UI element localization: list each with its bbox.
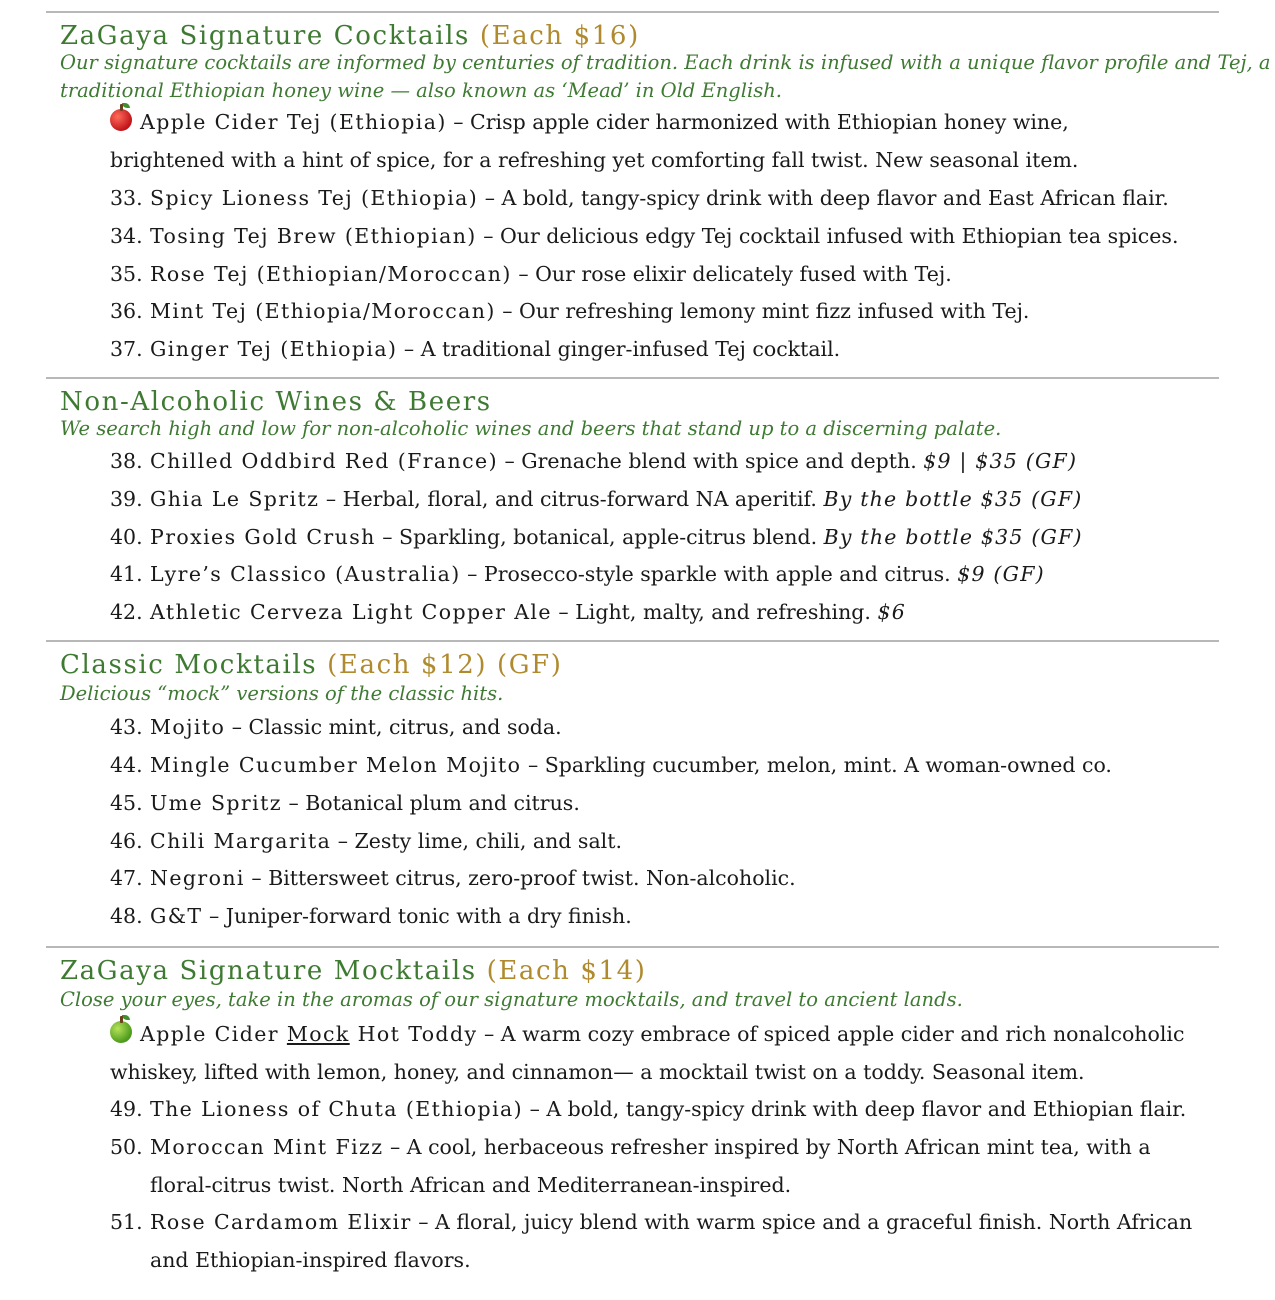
section-title: Classic Mocktails (Each $12) (GF) (60, 650, 563, 680)
menu-item: 51. Rose Cardamom Elixir – A floral, juicy blend with warm spice and a graceful finish. North African (110, 1210, 1193, 1234)
section-title: ZaGaya Signature Mocktails (Each $14) (60, 956, 647, 986)
section-price: (Each $12) (GF) (327, 650, 563, 680)
seasonal-item-continued: whiskey, lifted with lemon, honey, and cinnamon— a mocktail twist on a toddy. Seasonal item. (110, 1060, 1085, 1084)
seasonal-item (110, 1015, 1184, 1053)
menu-item: 36. Mint Tej (Ethiopia/Moroccan) – Our refreshing lemony mint fizz infused with Tej. (110, 299, 1030, 323)
menu-item: 41. Lyre’s Classico (Australia) – Prosecco-style sparkle with apple and citrus. $9 (GF) (110, 562, 1045, 586)
section-subtitle: Delicious “mock” versions of the classic hits. (60, 682, 504, 705)
item-desc: – Crisp apple cider harmonized with Ethiopian honey wine, (446, 110, 1069, 134)
section-subtitle: We search high and low for non-alcoholic wines and beers that stand up to a discerning palate. (60, 417, 1002, 440)
section-signature-cocktails (46, 11, 1271, 361)
section-price: (Each $14) (486, 956, 647, 986)
section-classic-mocktails (46, 640, 1219, 928)
menu-item: 43. Mojito – Classic mint, citrus, and soda. (110, 715, 562, 739)
menu-item: 48. G&T – Juniper-forward tonic with a dry finish. (110, 904, 632, 928)
item-price: $9 (GF) (957, 562, 1045, 586)
menu-item: 42. Athletic Cerveza Light Copper Ale – Light, malty, and refreshing. $6 (110, 600, 906, 624)
seasonal-item-continued: brightened with a hint of spice, for a refreshing yet comforting fall twist. New seasonal item. (110, 148, 1079, 172)
menu-item: 34. Tosing Tej Brew (Ethiopian) – Our delicious edgy Tej cocktail infused with Ethiopian tea spices. (110, 224, 1179, 248)
section-subtitle: Our signature cocktails are informed by centuries of tradition. Each drink is infused with a unique flavor profile and Tej, a traditional Ethiopian honey wine — also known as ‘Mead’ in Old English. (60, 51, 1271, 102)
section-non-alcoholic (46, 377, 1219, 624)
section-price: (Each $16) (479, 21, 640, 51)
seasonal-tag: New seasonal item. (875, 148, 1079, 172)
seasonal-tag: Seasonal item. (931, 1060, 1085, 1084)
item-price: By the bottle $35 (GF) (823, 487, 1083, 511)
green-apple-icon (110, 1021, 132, 1043)
menu-item: 38. Chilled Oddbird Red (France) – Grenache blend with spice and depth. $9 | $35 (GF) (110, 449, 1078, 473)
menu-item: 35. Rose Tej (Ethiopian/Moroccan) – Our rose elixir delicately fused with Tej. (110, 262, 952, 286)
menu-item: 44. Mingle Cucumber Melon Mojito – Sparkling cucumber, melon, mint. A woman-owned co. (110, 753, 1112, 777)
menu-item: 46. Chili Margarita – Zesty lime, chili, and salt. (110, 829, 622, 853)
item-price: $6 (877, 600, 906, 624)
menu-item: 45. Ume Spritz – Botanical plum and citrus. (110, 791, 580, 815)
menu-item-continued: and Ethiopian-inspired flavors. (150, 1248, 471, 1272)
seasonal-item (110, 103, 1069, 141)
item-price: $9 | $35 (GF) (923, 449, 1078, 473)
item-name: Apple Cider Tej (Ethiopia) (140, 110, 447, 134)
menu-item: 47. Negroni – Bittersweet citrus, zero-proof twist. Non-alcoholic. (110, 866, 796, 890)
section-title: Non-Alcoholic Wines & Beers (60, 387, 492, 417)
red-apple-icon (110, 109, 132, 131)
section-subtitle: Close your eyes, take in the aromas of our signature mocktails, and travel to ancient lands. (60, 988, 963, 1011)
menu-item: 50. Moroccan Mint Fizz – A cool, herbaceous refresher inspired by North African mint tea, with a (110, 1135, 1151, 1159)
menu-item: 39. Ghia Le Spritz – Herbal, floral, and citrus-forward NA aperitif. By the bottle $35 (GF) (110, 487, 1083, 511)
section-signature-mocktails (46, 946, 1219, 1272)
menu-item: 37. Ginger Tej (Ethiopia) – A traditional ginger-infused Tej cocktail. (110, 337, 841, 361)
section-title: ZaGaya Signature Cocktails (Each $16) (60, 21, 640, 51)
menu-item: 40. Proxies Gold Crush – Sparkling, botanical, apple-citrus blend. By the bottle $35 (GF) (110, 525, 1083, 549)
item-name: Apple Cider Mock Hot Toddy (140, 1022, 478, 1046)
menu-item-continued: floral-citrus twist. North African and Mediterranean-inspired. (150, 1173, 792, 1197)
item-price: By the bottle $35 (GF) (823, 525, 1083, 549)
menu-item: 49. The Lioness of Chuta (Ethiopia) – A bold, tangy-spicy drink with deep flavor and Ethiopian flair. (110, 1097, 1187, 1121)
menu-item: 33. Spicy Lioness Tej (Ethiopia) – A bold, tangy-spicy drink with deep flavor and East African flair. (110, 186, 1169, 210)
item-desc: – A warm cozy embrace of spiced apple cider and rich nonalcoholic (477, 1022, 1185, 1046)
